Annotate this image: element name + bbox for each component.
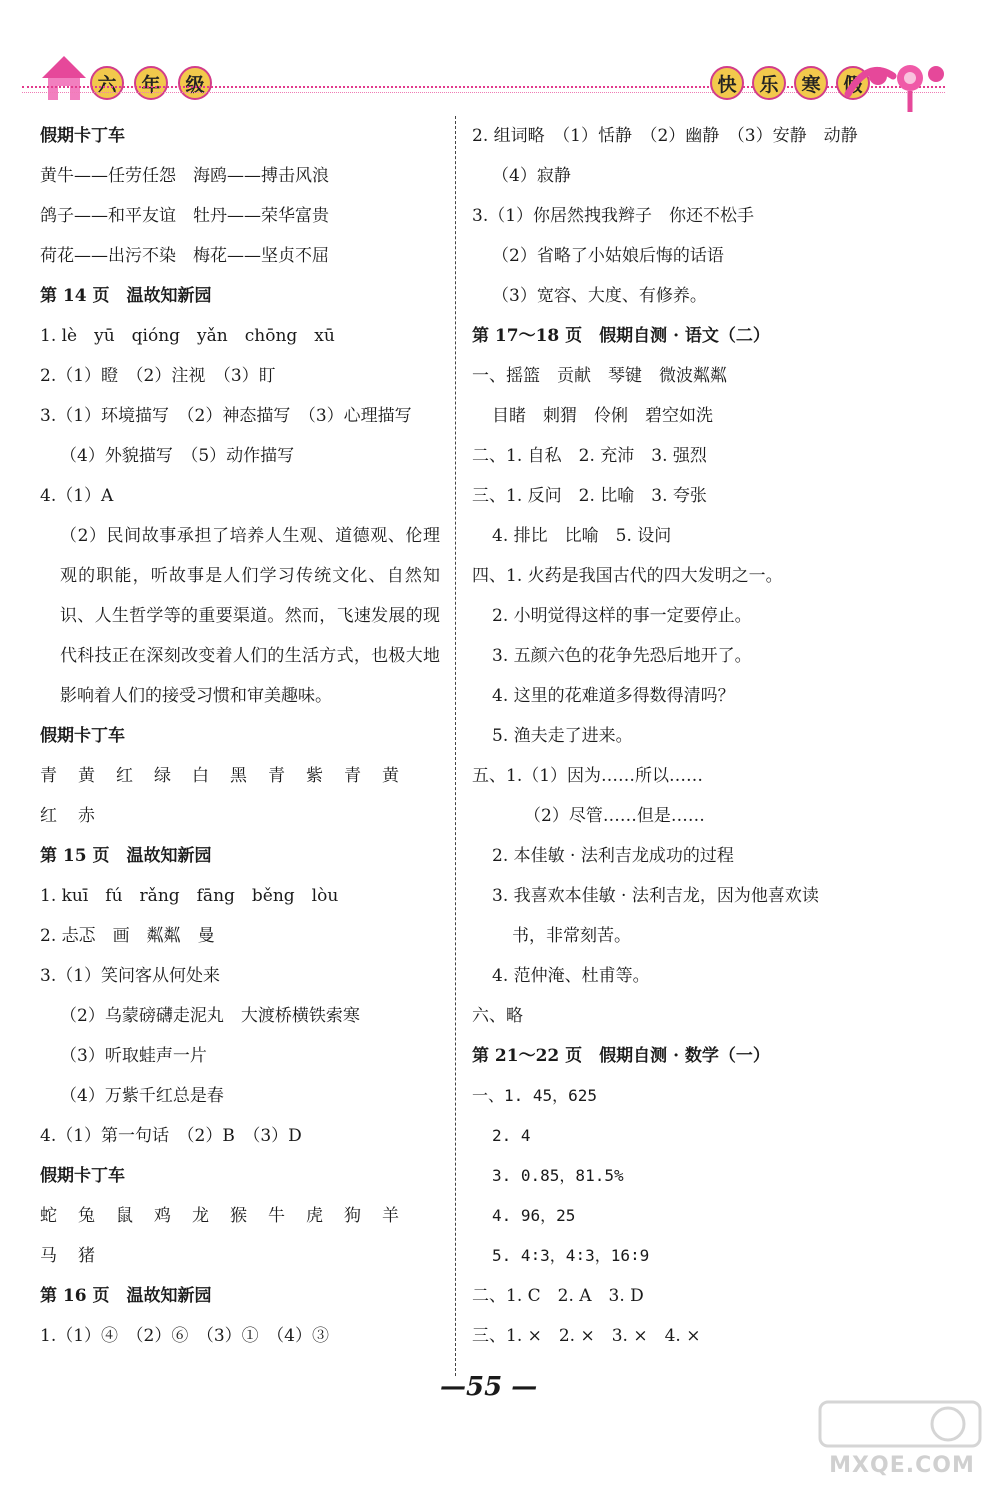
- answer-line: （3）宽容、大度、有修养。: [492, 286, 707, 306]
- answer-line: 书，非常刻苦。: [512, 926, 631, 946]
- page-number: —55 —: [440, 1372, 538, 1402]
- grade-tags: [90, 66, 212, 100]
- answer-line: 1.（1）④ （2）⑥ （3）① （4）③: [40, 1326, 329, 1346]
- section-heading: 第 14 页 温故知新园: [40, 286, 212, 306]
- answer-line: 马猪: [40, 1246, 116, 1266]
- answer-line: （4）外貌描写 （5）动作描写: [60, 446, 295, 466]
- answer-line: 黄牛——任劳任怨 海鸥——搏击风浪: [40, 166, 329, 186]
- section-heading: 假期卡丁车: [40, 126, 125, 146]
- right-answer-column: [472, 116, 892, 1356]
- answer-line: 3. 我喜欢本佳敏 · 法利吉龙，因为他喜欢读: [492, 886, 819, 906]
- answer-line: 2. 组词略 （1）恬静 （2）幽静 （3）安静 动静: [472, 126, 858, 146]
- answer-line: 4.（1）第一句话 （2）B （3）D: [40, 1126, 302, 1146]
- answer-line: 二、1. 自私 2. 充沛 3. 强烈: [472, 446, 707, 466]
- answer-line: 目睹 刺猬 伶俐 碧空如洗: [492, 406, 713, 426]
- answer-line: 4. 排比 比喻 5. 设问: [492, 526, 672, 546]
- section-heading: 第 17～18 页 假期自测 · 语文（二）: [472, 326, 770, 346]
- answer-line: 荷花——出污不染 梅花——坚贞不屈: [40, 246, 329, 266]
- answer-line: （2）省略了小姑娘后悔的话语: [492, 246, 724, 266]
- grade-tag: 级: [178, 66, 212, 100]
- answer-line: 3.（1）笑问客从何处来: [40, 966, 221, 986]
- answer-line: 3. 五颜六色的花争先恐后地开了。: [492, 646, 752, 666]
- left-answer-column: [40, 116, 440, 1356]
- watermark-graphic: [818, 1398, 986, 1450]
- answer-line: 一、摇篮 贡献 琴键 微波粼粼: [472, 366, 727, 386]
- answer-line: 5. 渔夫走了进来。: [492, 726, 633, 746]
- answer-line: （2）尽管……但是……: [524, 806, 705, 826]
- section-heading: 假期卡丁车: [40, 726, 125, 746]
- answer-line: 五、1.（1）因为……所以……: [472, 766, 704, 786]
- answer-line: 3.（1）你居然拽我辫子 你还不松手: [472, 206, 755, 226]
- answer-line: 4. 96，25: [492, 1206, 576, 1225]
- answer-line: （2）乌蒙磅礴走泥丸 大渡桥横铁索寒: [60, 1006, 360, 1026]
- answer-line: 四、1. 火药是我国古代的四大发明之一。: [472, 566, 783, 586]
- answer-line: 三、1. 反问 2. 比喻 3. 夸张: [472, 486, 707, 506]
- answer-line: 2. 忐忑 画 粼粼 曼: [40, 926, 215, 946]
- house-icon: [38, 52, 90, 104]
- answer-line: 1. kuī fú rǎng fāng běng lòu: [40, 886, 339, 906]
- page-header: [0, 0, 1000, 115]
- watermark-text: MXQE.COM: [829, 1453, 975, 1478]
- answer-line: 3.（1）环境描写 （2）神态描写 （3）心理描写: [40, 406, 412, 426]
- answer-line: 2. 本佳敏 · 法利吉龙成功的过程: [492, 846, 734, 866]
- answer-line: 青黄红绿白黑青紫青黄: [40, 766, 420, 786]
- answer-line: 一、1. 45，625: [472, 1086, 598, 1105]
- answer-line: 1. lè yū qióng yǎn chōng xū: [40, 326, 335, 346]
- answer-line: （2）民间故事承担了培养人生观、道德观、伦理观的职能，听故事是人们学习传统文化、自然知识、人生哲学等的重要渠道。然而，飞速发展的现代科技正在深刻改变着人们的生活方式，也极大地影响着人们的接受习惯和审美趣味。: [60, 526, 440, 706]
- answer-line: 2.（1）瞪 （2）注视 （3）盯: [40, 366, 276, 386]
- section-heading: 假期卡丁车: [40, 1166, 125, 1186]
- answer-line: 4. 范仲淹、杜甫等。: [492, 966, 650, 986]
- answer-line: 5. 4∶3，4∶3，16∶9: [492, 1246, 650, 1265]
- answer-line: 2. 小明觉得这样的事一定要停止。: [492, 606, 752, 626]
- answer-line: 4. 这里的花难道多得数得清吗？: [492, 686, 735, 706]
- answer-line: 3. 0.85，81.5%: [492, 1166, 624, 1185]
- grade-tag: 六: [90, 66, 124, 100]
- answer-line: 4.（1）A: [40, 486, 114, 506]
- holiday-tag: 乐: [752, 66, 786, 100]
- watermark-logo: [818, 1398, 986, 1478]
- section-heading: 第 16 页 温故知新园: [40, 1286, 212, 1306]
- answer-line: 二、1. C 2. A 3. D: [472, 1286, 644, 1306]
- answer-line: 蛇兔鼠鸡龙猴牛虎狗羊: [40, 1206, 420, 1226]
- holiday-tag: 假: [836, 66, 870, 100]
- answer-line: 三、1. × 2. × 3. × 4. ×: [472, 1326, 701, 1346]
- answer-line: （4）万紫千红总是春: [60, 1086, 224, 1106]
- answer-line: 2. 4: [492, 1126, 531, 1145]
- section-heading: 第 21～22 页 假期自测 · 数学（一）: [472, 1046, 770, 1066]
- answer-line: （4）寂静: [492, 166, 571, 186]
- answer-line: （3）听取蛙声一片: [60, 1046, 207, 1066]
- candy-decoration-icon: [838, 54, 948, 114]
- section-heading: 第 15 页 温故知新园: [40, 846, 212, 866]
- holiday-tag: 寒: [794, 66, 828, 100]
- answer-line: 六、略: [472, 1006, 523, 1026]
- grade-tag: 年: [134, 66, 168, 100]
- column-divider: [455, 116, 456, 1376]
- answer-line: 红赤: [40, 806, 116, 826]
- holiday-tag: 快: [710, 66, 744, 100]
- answer-line: 鸽子——和平友谊 牡丹——荣华富贵: [40, 206, 329, 226]
